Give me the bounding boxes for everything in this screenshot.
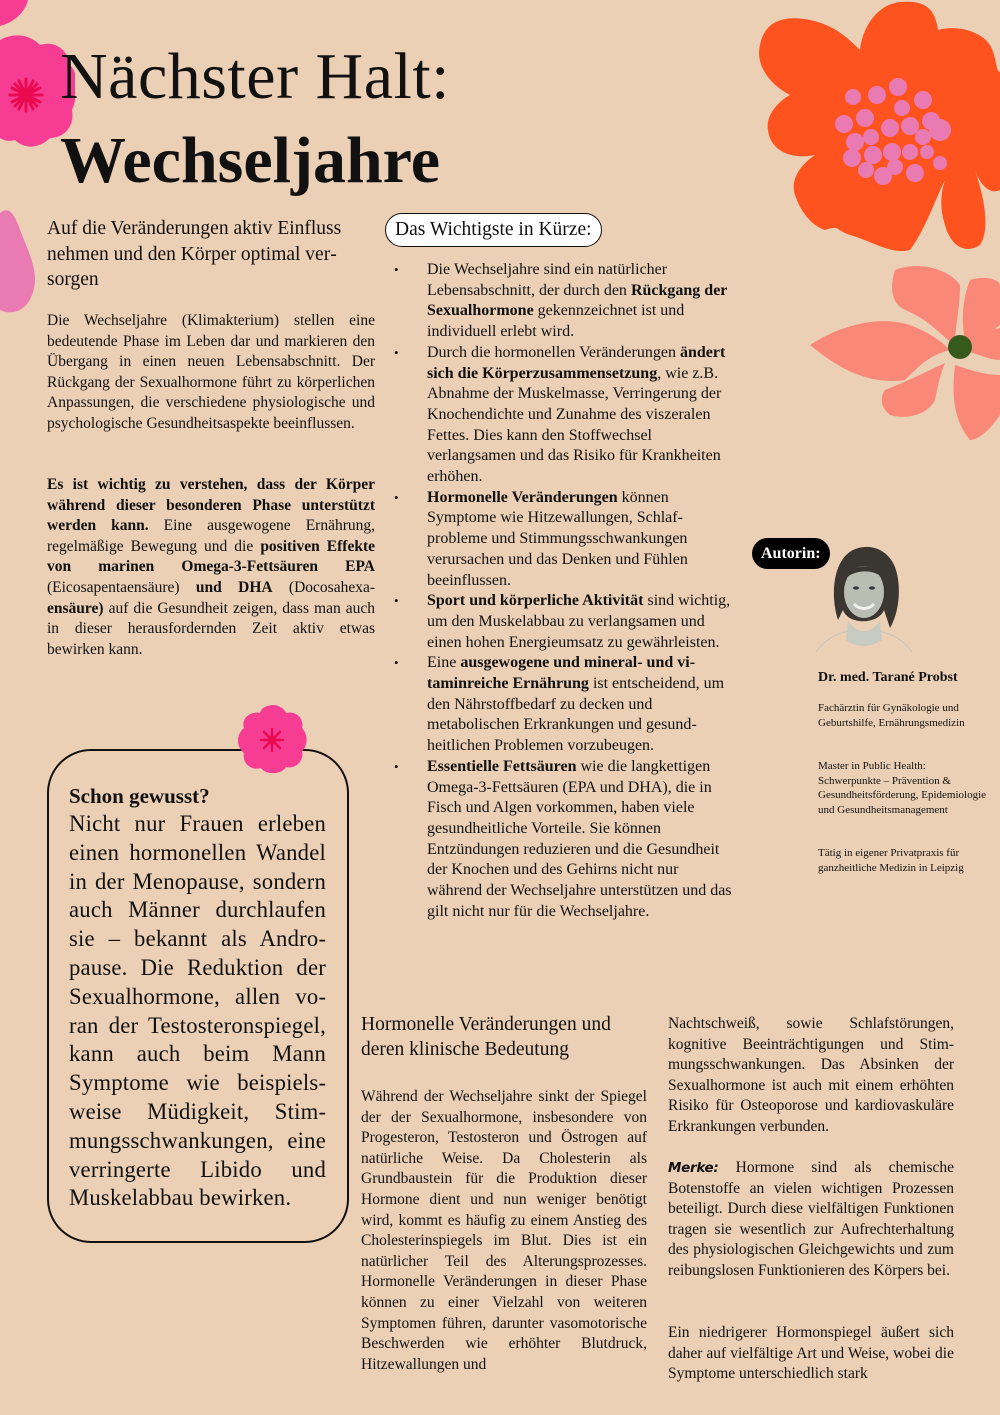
clinical-paragraph-1: Während der Wechseljahre sinkt der Spiegel der der Sexualhormone, insbesondere von Progesteron, Testosteron und Östrogen auf natürliche Weise. Da Cholesterin als Grundbaustein für die Produktion dieser Hormone dient und nun weniger benötigt wird, kommt es häufig zu einem Anstieg des Cholesterinspiegels im Blut. Dies ist ein natürlicher Teil des Alterungsprozesses. Hormonelle Veränderungen in dieser Phase können zu einer Vielzahl von weiteren Symptomen führen, darunter vasomotorische Beschwerden wie erhöhter Blutdruck, Hitzewallungen und: [361, 1088, 647, 1373]
pink-flower-top-corner-illustration: [0, 0, 30, 28]
coral-flower-illustration: [810, 255, 1000, 455]
emphasis: Rückgang der Sexualhormone: [427, 281, 728, 320]
small-pink-flower-illustration: [236, 703, 308, 775]
orange-flower-illustration: [740, 0, 1000, 260]
summary-item: [392, 260, 732, 343]
summary-item: [392, 343, 732, 488]
title-line-1: Nächster Halt:: [60, 40, 451, 113]
emphasis: Hormonelle Veränderungen: [427, 488, 618, 506]
summary-item: [392, 591, 732, 653]
emphasis: Sport und körperliche Aktivität: [427, 592, 644, 610]
emphasis: und DHA: [195, 578, 273, 596]
author-practice: Tätig in eigener Privatpraxis für ganzheitliche Medizin in Leipzig: [818, 847, 964, 874]
text: wie die langkettigen Omega-3-Fettsäuren (EPA und DHA), die in Fisch und Algen vorkommen, haben viele gesundheitliche Vorteile. Sie können Entzündungen reduzieren und die Gesundheit der Knochen und des Gehirns nicht nur während der Wechseljahre unterstützen und das gilt nicht nur für die Wechseljahre.: [427, 757, 732, 920]
author-badge: Autorin:: [752, 538, 830, 569]
emphasis: ensäure): [47, 599, 104, 617]
text: ist entscheidend, um den Nährstoffbedarf zu decken und metabolischen Erkrankungen und gesundheitlichen Problemen vorzubeugen.: [427, 675, 725, 755]
merke-paragraph: [668, 1158, 954, 1282]
clinical-section-heading: Hormonelle Veränderungen und deren klinische Bedeutung: [361, 1014, 611, 1060]
summary-item: [392, 757, 732, 923]
text: (Docosahexa: [272, 578, 376, 596]
emphasis: positiven Effekte von marinen Omega-3-Fettsäuren EPA: [47, 537, 375, 576]
emphasis: ändert sich die Körperzusammensetzung: [427, 343, 726, 382]
intro-paragraph-2: [47, 475, 375, 660]
text: Eine: [427, 654, 461, 672]
did-you-know-title: Schon gewusst?: [69, 784, 210, 808]
emphasis: ausgewogene und mineral- und vitaminreiche Ernährung: [427, 654, 696, 693]
text: (Eicosapentaensäure): [47, 578, 196, 596]
summary-item: [392, 653, 732, 757]
text: Die Wechseljahre sind ein natürlicher Lebensabschnitt, der durch den: [427, 261, 668, 299]
text: gekennzeichnet ist und individuell erlebt wird.: [427, 302, 685, 341]
summary-heading-pill: Das Wichtigste in Kürze:: [385, 213, 602, 247]
clinical-paragraph-3: Ein niedrigerer Hormonspiegel äußert sich daher auf vielfältige Art und Weise, wobei die Symptome unterschiedlich stark: [668, 1324, 954, 1383]
pink-petal-illustration: [0, 205, 40, 315]
text: Eine ausgewogene Ernährung, regelmäßige Bewegung und die: [47, 517, 375, 555]
did-you-know-text: Nicht nur Frauen erleben einen hormonellen Wandel in der Menopause, sondern auch Männer durchlaufen sie – bekannt als Andropause. Die Reduktion der Sexualhormone, allen voran der Testosteronspiegel, kann auch beim Mann Symptome wie beispielsweise Müdigkeit, Stimmungsschwankungen, eine verringerte Libido und Muskelabbau bewirken.: [69, 811, 326, 1211]
author-name: Dr. med. Tarané Probst: [818, 670, 958, 685]
text: auf die Gesundheit zeigen, dass man auch in dieser herausfordernden Zeit aktiv etwas bewirken kann.: [47, 599, 375, 658]
text: sind wichtig, um den Muskelabbau zu verlangsamen und einen hohen Energieumsatz zu gewährleisten.: [427, 592, 731, 651]
text: Hormone sind als chemische Botenstoffe an vielen wichtigen Prozessen beteiligt. Durch diese vielfältigen Funktionen tragen sie wesentlich zur Aufrechterhaltung des physiologischen Gleichgewichts und zum reibungslosen Funktionieren des Körpers bei.: [668, 1159, 954, 1279]
text: können Symptome wie Hitzewallungen, Schlafprobleme und Stimmungsschwankungen verursachen und das Denken und Fühlen beeinflussen.: [427, 488, 688, 589]
summary-item: [392, 488, 732, 592]
author-specialty: Fachärztin für Gynäkologie und Geburtshilfe, Ernährungsmedizin: [818, 702, 965, 729]
author-degree: Master in Public Health: Schwerpunkte – Prävention & Gesundheitsförderung, Epidemiologie und Gesundheitsmanagement: [818, 760, 987, 816]
text: , wie z.B. Abnahme der Muskelmasse, Verringerung der Knochendichte und Zunahme des viszeralen Fettes. Dies kann den Stoffwechsel verlangsamen und das Risiko für Krankheiten erhöhen.: [427, 364, 722, 486]
emphasis: Es ist wichtig zu verstehen, dass der Körper während dieser besonderen Phase unterstützt werden kann.: [47, 476, 375, 535]
clinical-paragraph-2: Nachtschweiß, sowie Schlafstörungen, kognitive Beeinträchtigungen und Stimmungsschwankungen. Das Absinken der Sexualhormone ist auch mit einem erhöhten Risiko für Osteoporose und kardiovaskuläre Erkrankungen verbunden.: [668, 1015, 954, 1135]
summary-list: [392, 260, 732, 923]
emphasis: Essentielle Fettsäuren: [427, 757, 577, 775]
text: Durch die hormonellen Veränderungen: [427, 343, 680, 361]
title-line-2: Wechseljahre: [60, 124, 441, 197]
intro-paragraph-1: Die Wechseljahre (Klimakterium) stellen eine bedeutende Phase im Leben dar und markieren den Übergang in einen neuen Lebensabschnitt. Der Rückgang der Sexualhormone führt zu körperlichen Anpassungen, die verschiedene physiologische und psychologische Gesundheitsaspekte beeinflussen.: [47, 312, 375, 432]
merke-label: Merke:: [668, 1160, 719, 1176]
lead-paragraph: Auf die Veränderungen aktiv Einfluss nehmen und den Körper optimal versorgen: [47, 218, 342, 290]
